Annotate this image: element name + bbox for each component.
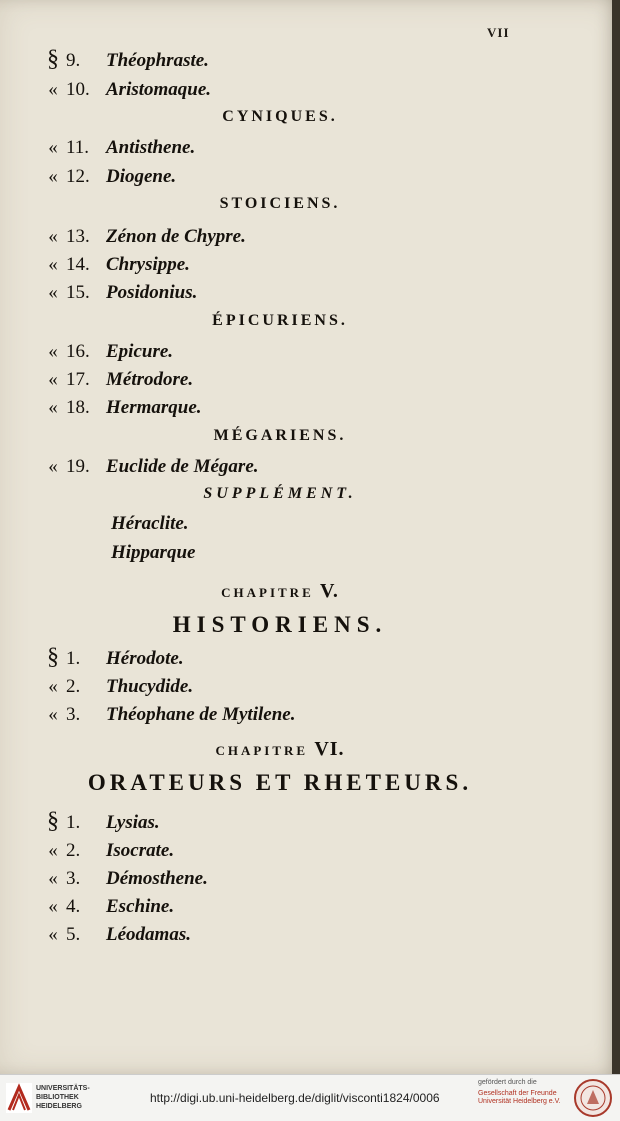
entry-number: 19. xyxy=(66,456,90,477)
ditto-mark: « xyxy=(48,137,58,158)
entry-name: Aristomaque. xyxy=(106,79,212,100)
section-mark: § xyxy=(47,644,59,670)
entry-name: Théophane de Mytilene. xyxy=(106,704,296,725)
entry-number: 3. xyxy=(66,704,81,725)
ditto-mark: « xyxy=(48,896,58,917)
ditto-mark: « xyxy=(48,79,58,100)
section-mark: § xyxy=(47,808,59,834)
entry-number: 14. xyxy=(66,254,90,275)
entry-name: Léodamas. xyxy=(106,924,191,945)
entry-name: Posidonius. xyxy=(106,282,198,303)
heading-historiens: HISTORIENS. xyxy=(172,612,388,637)
chapter-heading-vi xyxy=(0,738,560,761)
entry-name: Théophraste. xyxy=(106,50,209,71)
entry-number: 4. xyxy=(66,896,81,917)
entry-number: 3. xyxy=(66,868,81,889)
entry-number: 17. xyxy=(66,369,90,390)
page-edge xyxy=(612,0,620,1074)
permalink[interactable]: http://digi.ub.uni-heidelberg.de/diglit/visconti1824/0006 xyxy=(150,1091,440,1105)
heading-epicuriens: ÉPICURIENS. xyxy=(212,312,348,329)
entry-name: Chrysippe. xyxy=(106,254,190,275)
entry-name: Métrodore. xyxy=(106,369,194,390)
chapter-numeral: V. xyxy=(320,580,339,602)
library-name: UNIVERSITÄTS- BIBLIOTHEK HEIDELBERG xyxy=(36,1085,90,1110)
section-mark: § xyxy=(47,46,59,72)
sponsor-name: Gesellschaft der Freunde Universität Heidelberg e.V. xyxy=(478,1090,561,1105)
ditto-mark: « xyxy=(48,704,58,725)
entry-number: 1. xyxy=(66,812,81,833)
entry-name: Thucydide. xyxy=(106,676,194,697)
entry-name: Hérodote. xyxy=(106,648,184,669)
entry-name: Démosthene. xyxy=(106,868,208,889)
ditto-mark: « xyxy=(48,166,58,187)
ditto-mark: « xyxy=(48,924,58,945)
entry-name: Lysias. xyxy=(106,812,160,833)
supplement-item: Héraclite. xyxy=(111,513,189,534)
ditto-mark: « xyxy=(48,341,58,362)
entry-number: 11. xyxy=(66,137,90,158)
entry-number: 1. xyxy=(66,648,81,669)
viewer-footer xyxy=(0,1074,620,1121)
page-number: VII xyxy=(487,25,510,40)
heading-cyniques: CYNIQUES. xyxy=(222,108,338,125)
heading-megariens: MÉGARIENS. xyxy=(213,427,347,444)
university-seal-icon xyxy=(574,1079,612,1117)
supplement-item: Hipparque xyxy=(111,542,196,563)
entry-name: Eschine. xyxy=(106,896,175,917)
ditto-mark: « xyxy=(48,254,58,275)
ditto-mark: « xyxy=(48,868,58,889)
chapter-numeral: VI. xyxy=(314,738,345,760)
heading-supplement: SUPPLÉMENT. xyxy=(203,485,357,502)
entry-name: Diogene. xyxy=(106,166,177,187)
entry-name: Isocrate. xyxy=(106,840,175,861)
entry-name: Zénon de Chypre. xyxy=(106,226,246,247)
chapter-label: CHAPITRE xyxy=(215,743,309,758)
entry-number: 2. xyxy=(66,840,81,861)
entry-number: 2. xyxy=(66,676,81,697)
entry-name: Epicure. xyxy=(106,341,174,362)
entry-number: 9. xyxy=(66,50,81,71)
ditto-mark: « xyxy=(48,456,58,477)
entry-number: 15. xyxy=(66,282,90,303)
entry-number: 13. xyxy=(66,226,90,247)
chapter-label: CHAPITRE xyxy=(221,585,314,600)
university-library-logo-icon xyxy=(6,1083,32,1113)
ditto-mark: « xyxy=(48,226,58,247)
entry-number: 5. xyxy=(66,924,81,945)
ditto-mark: « xyxy=(48,369,58,390)
entry-number: 12. xyxy=(66,166,90,187)
entry-name: Hermarque. xyxy=(106,397,202,418)
heading-orateurs: ORATEURS ET RHETEURS. xyxy=(87,770,473,795)
chapter-heading-v xyxy=(0,580,560,603)
ditto-mark: « xyxy=(48,840,58,861)
entry-number: 16. xyxy=(66,341,90,362)
entry-name: Euclide de Mégare. xyxy=(106,456,259,477)
sponsor-label: gefördert durch die xyxy=(478,1079,537,1086)
ditto-mark: « xyxy=(48,397,58,418)
entry-name: Antisthene. xyxy=(106,137,196,158)
ditto-mark: « xyxy=(48,282,58,303)
heading-stoiciens: STOICIENS. xyxy=(219,195,341,212)
ditto-mark: « xyxy=(48,676,58,697)
entry-number: 10. xyxy=(66,79,90,100)
entry-number: 18. xyxy=(66,397,90,418)
